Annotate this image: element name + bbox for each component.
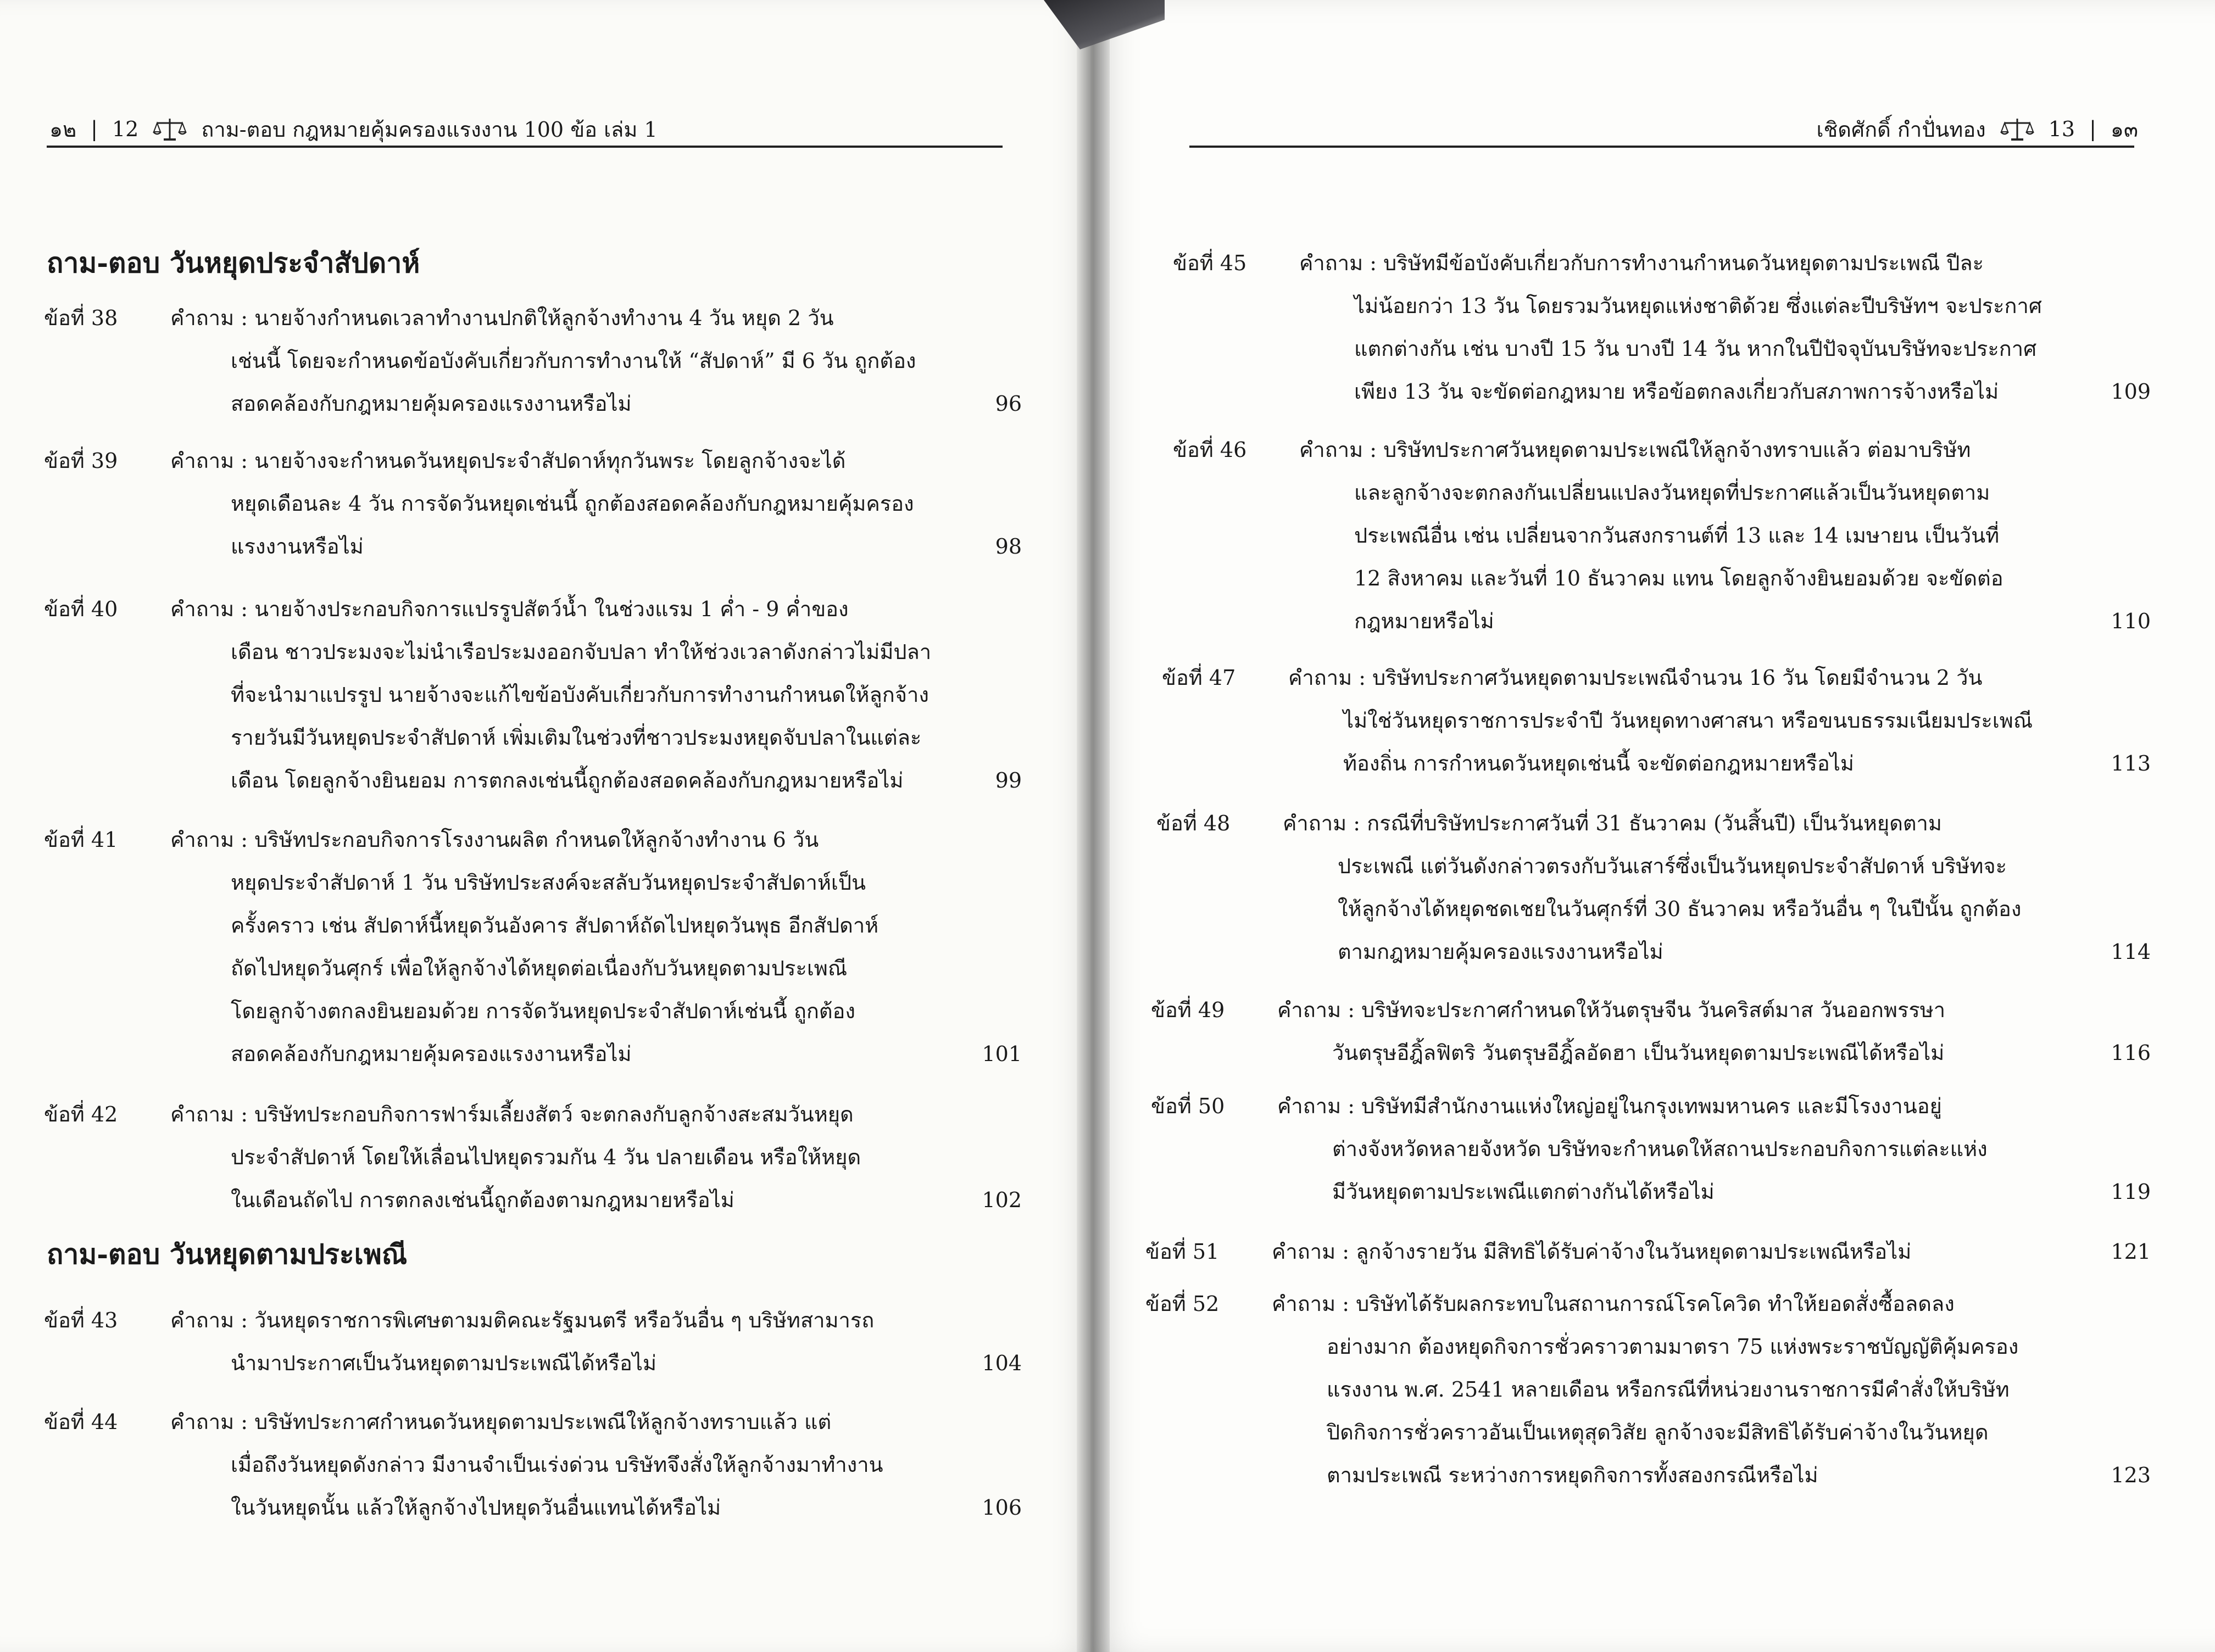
entry-line: ต่างจังหวัดหลายจังหวัด บริษัทจะกำหนดให้สถานประกอบกิจการแต่ละแห่ง (1332, 1137, 1988, 1161)
entry-number: ข้อที่ 44 (44, 1410, 118, 1434)
entry-number: ข้อที่ 51 (1145, 1240, 1220, 1264)
entry-line: ไม่ใช่วันหยุดราชการประจำปี วันหยุดทางศาสนา หรือขนบธรรมเนียมประเพณี (1343, 708, 2033, 733)
entry-line: ในวันหยุดนั้น แล้วให้ลูกจ้างไปหยุดวันอื่นแทนได้หรือไม่ (231, 1495, 721, 1520)
scales-of-justice-icon (153, 116, 187, 142)
entry-line: หยุดประจำสัปดาห์ 1 วัน บริษัทประสงค์จะสลับวันหยุดประจำสัปดาห์เป็น (231, 870, 866, 895)
page-ref: 101 (982, 1042, 1022, 1066)
entry-line: ท้องถิ่น การกำหนดวันหยุดเช่นนี้ จะขัดต่อกฎหมายหรือไม่ (1343, 751, 1854, 775)
page-ref: 110 (2111, 609, 2151, 633)
entry-line: ในเดือนถัดไป การตกลงเช่นนี้ถูกต้องตามกฎหมายหรือไม่ (231, 1188, 734, 1212)
section-heading: ถาม-ตอบ วันหยุดตามประเพณี (47, 1238, 408, 1270)
left-header: ๑๒ | 12 ถาม-ตอบ กฎหมายคุ้มครองแรงงาน 100 ข้อ เล่ม 1 (49, 113, 658, 146)
page-ref: 109 (2111, 379, 2151, 404)
entry-number: ข้อที่ 49 (1151, 998, 1225, 1022)
entry-line: คำถาม : ลูกจ้างรายวัน มีสิทธิได้รับค่าจ้างในวันหยุดตามประเพณีหรือไม่ (1272, 1240, 1912, 1264)
entry-number: ข้อที่ 46 (1173, 438, 1247, 462)
page-ref: 98 (995, 534, 1022, 559)
book-gutter (1077, 0, 1110, 1652)
entry-line: คำถาม : บริษัทมีสำนักงานแห่งใหญ่อยู่ในกรุงเทพมหานคร และมีโรงงานอยู่ (1277, 1094, 1942, 1118)
entry-line: ตามกฎหมายคุ้มครองแรงงานหรือไม่ (1338, 940, 1663, 964)
entry-line: คำถาม : นายจ้างกำหนดเวลาทำงานปกติให้ลูกจ้างทำงาน 4 วัน หยุด 2 วัน (170, 306, 834, 330)
entry-line: คำถาม : นายจ้างจะกำหนดวันหยุดประจำสัปดาห์ทุกวันพระ โดยลูกจ้างจะได้ (170, 449, 846, 473)
page-ref: 121 (2111, 1240, 2151, 1264)
entry-line: ประเพณีอื่น เช่น เปลี่ยนจากวันสงกรานต์ที่ 13 และ 14 เมษายน เป็นวันที่ (1354, 523, 2000, 548)
entry-line: ประจำสัปดาห์ โดยให้เลื่อนไปหยุดรวมกัน 4 วัน ปลายเดือน หรือให้หยุด (231, 1145, 861, 1169)
page-number-thai: ๑๒ (49, 117, 77, 142)
entry-line: ถัดไปหยุดวันศุกร์ เพื่อให้ลูกจ้างได้หยุดต่อเนื่องกับวันหยุดตามประเพณี (231, 956, 848, 980)
entry-line: เมื่อถึงวันหยุดดังกล่าว มีงานจำเป็นเร่งด่วน บริษัทจึงสั่งให้ลูกจ้างมาทำงาน (231, 1453, 883, 1477)
entry-line: ตามประเพณี ระหว่างการหยุดกิจการทั้งสองกรณีหรือไม่ (1327, 1463, 1818, 1487)
entry-number: ข้อที่ 41 (44, 828, 118, 852)
entry-number: ข้อที่ 43 (44, 1308, 118, 1332)
page-ref: 119 (2111, 1180, 2151, 1204)
entry-number: ข้อที่ 47 (1162, 666, 1236, 690)
entry-line: อย่างมาก ต้องหยุดกิจการชั่วคราวตามมาตรา 75 แห่งพระราชบัญญัติคุ้มครอง (1327, 1335, 2019, 1359)
page-ref: 104 (982, 1351, 1022, 1375)
entry-line: เดือน ชาวประมงจะไม่นำเรือประมงออกจับปลา ทำให้ช่วงเวลาดังกล่าวไม่มีปลา (231, 640, 932, 664)
entry-number: ข้อที่ 42 (44, 1102, 118, 1126)
entry-line: ประเพณี แต่วันดังกล่าวตรงกับวันเสาร์ซึ่งเป็นวันหยุดประจำสัปดาห์ บริษัทจะ (1338, 854, 2007, 878)
entry-line: เดือน โดยลูกจ้างยินยอม การตกลงเช่นนี้ถูกต้องสอดคล้องกับกฎหมายหรือไม่ (231, 768, 904, 792)
book-title: ถาม-ตอบ กฎหมายคุ้มครองแรงงาน 100 ข้อ เล่ม 1 (201, 117, 658, 142)
page-ref: 123 (2111, 1463, 2151, 1487)
page-number-thai: ๑๓ (2110, 117, 2138, 142)
page-ref: 96 (995, 392, 1022, 416)
entry-line: ที่จะนำมาแปรรูป นายจ้างจะแก้ไขข้อบังคับเกี่ยวกับการทำงานกำหนดให้ลูกจ้าง (231, 683, 929, 707)
entry-line: คำถาม : บริษัทประกาศวันหยุดตามประเพณีให้ลูกจ้างทราบแล้ว ต่อมาบริษัท (1299, 438, 1971, 462)
entry-number: ข้อที่ 39 (44, 449, 118, 473)
page-ref: 102 (982, 1188, 1022, 1212)
entry-line: คำถาม : นายจ้างประกอบกิจการแปรรูปสัตว์น้ำ ในช่วงแรม 1 ค่ำ - 9 ค่ำของ (170, 597, 849, 621)
page-number: 13 (2048, 117, 2075, 141)
scales-of-justice-icon (2000, 116, 2034, 142)
page-ref: 99 (995, 768, 1022, 792)
entry-line: คำถาม : บริษัทประกอบกิจการฟาร์มเลี้ยงสัตว์ จะตกลงกับลูกจ้างสะสมวันหยุด (170, 1102, 854, 1126)
page-ref: 106 (982, 1495, 1022, 1520)
entry-line: เพียง 13 วัน จะขัดต่อกฎหมาย หรือข้อตกลงเกี่ยวกับสภาพการจ้างหรือไม่ (1354, 379, 1999, 404)
right-header: เชิดศักดิ์ กำปั่นทอง 13 | ๑๓ (1817, 113, 2139, 146)
entry-line: วันตรุษอีฎิ้ลฟิตริ วันตรุษอีฎิ้ลอัดฮา เป็นวันหยุดตามประเพณีได้หรือไม่ (1332, 1041, 1945, 1065)
entry-line: คำถาม : บริษัทจะประกาศกำหนดให้วันตรุษจีน วันคริสต์มาส วันออกพรรษา (1277, 998, 1946, 1022)
entry-line: หยุดเดือนละ 4 วัน การจัดวันหยุดเช่นนี้ ถูกต้องสอดคล้องกับกฎหมายคุ้มครอง (231, 492, 914, 516)
entry-line: คำถาม : วันหยุดราชการพิเศษตามมติคณะรัฐมนตรี หรือวันอื่น ๆ บริษัทสามารถ (170, 1308, 875, 1332)
entry-line: โดยลูกจ้างตกลงยินยอมด้วย การจัดวันหยุดประจำสัปดาห์เช่นนี้ ถูกต้อง (231, 999, 855, 1023)
entry-line: รายวันมีวันหยุดประจำสัปดาห์ เพิ่มเติมในช่วงที่ชาวประมงหยุดจับปลาในแต่ละ (231, 725, 922, 750)
entry-line: ไม่น้อยกว่า 13 วัน โดยรวมวันหยุดแห่งชาติด้วย ซึ่งแต่ละปีบริษัทฯ จะประกาศ (1354, 294, 2042, 318)
entry-line: ให้ลูกจ้างได้หยุดชดเชยในวันศุกร์ที่ 30 ธันวาคม หรือวันอื่น ๆ ในปีนั้น ถูกต้อง (1338, 897, 2022, 921)
entry-line: 12 สิงหาคม และวันที่ 10 ธันวาคม แทน โดยลูกจ้างยินยอมด้วย จะขัดต่อ (1354, 566, 2003, 590)
right-page (1090, 0, 2215, 1652)
entry-line: ครั้งคราว เช่น สัปดาห์นี้หยุดวันอังคาร สัปดาห์ถัดไปหยุดวันพุธ อีกสัปดาห์ (231, 913, 879, 937)
page-ref: 116 (2111, 1041, 2151, 1065)
header-rule (47, 146, 1003, 148)
entry-line: คำถาม : บริษัทประกาศวันหยุดตามประเพณีจำนวน 16 วัน โดยมีจำนวน 2 วัน (1288, 666, 1983, 690)
entry-line: คำถาม : กรณีที่บริษัทประกาศวันที่ 31 ธันวาคม (วันสิ้นปี) เป็นวันหยุดตาม (1283, 811, 1942, 835)
entry-line: แรงงานหรือไม่ (231, 534, 364, 559)
entry-number: ข้อที่ 40 (44, 597, 118, 621)
entry-line: นำมาประกาศเป็นวันหยุดตามประเพณีได้หรือไม่ (231, 1351, 657, 1375)
entry-line: คำถาม : บริษัทมีข้อบังคับเกี่ยวกับการทำงานกำหนดวันหยุดตามประเพณี ปีละ (1299, 251, 1984, 275)
entry-number: ข้อที่ 50 (1151, 1094, 1225, 1118)
entry-line: เช่นนี้ โดยจะกำหนดข้อบังคับเกี่ยวกับการทำงานให้ “สัปดาห์” มี 6 วัน ถูกต้อง (231, 349, 916, 373)
page-number: 12 (112, 117, 139, 141)
entry-line: คำถาม : บริษัทได้รับผลกระทบในสถานการณ์โรคโควิด ทำให้ยอดสั่งซื้อลดลง (1272, 1292, 1955, 1316)
page-ref: 113 (2111, 751, 2151, 775)
entry-line: สอดคล้องกับกฎหมายคุ้มครองแรงงานหรือไม่ (231, 392, 632, 416)
page-ref: 114 (2111, 940, 2151, 964)
entry-line: สอดคล้องกับกฎหมายคุ้มครองแรงงานหรือไม่ (231, 1042, 632, 1066)
entry-number: ข้อที่ 52 (1145, 1292, 1220, 1316)
entry-line: แรงงาน พ.ศ. 2541 หลายเดือน หรือกรณีที่หน่วยงานราชการมีคำสั่งให้บริษัท (1327, 1377, 2010, 1402)
entry-line: คำถาม : บริษัทประกาศกำหนดวันหยุดตามประเพณีให้ลูกจ้างทราบแล้ว แต่ (170, 1410, 832, 1434)
author-name: เชิดศักดิ์ กำปั่นทอง (1816, 117, 1986, 142)
left-page (0, 0, 1090, 1652)
entry-line: กฎหมายหรือไม่ (1354, 609, 1494, 633)
section-heading: ถาม-ตอบ วันหยุดประจำสัปดาห์ (47, 247, 420, 279)
entry-line: มีวันหยุดตามประเพณีแตกต่างกันได้หรือไม่ (1332, 1180, 1715, 1204)
entry-number: ข้อที่ 45 (1173, 251, 1247, 275)
header-rule (1189, 146, 2134, 148)
entry-number: ข้อที่ 38 (44, 306, 118, 330)
entry-line: แตกต่างกัน เช่น บางปี 15 วัน บางปี 14 วัน หากในปีปัจจุบันบริษัทจะประกาศ (1354, 337, 2037, 361)
entry-line: และลูกจ้างจะตกลงกันเปลี่ยนแปลงวันหยุดที่ประกาศแล้วเป็นวันหยุดตาม (1354, 481, 1990, 505)
entry-line: คำถาม : บริษัทประกอบกิจการโรงงานผลิต กำหนดให้ลูกจ้างทำงาน 6 วัน (170, 828, 819, 852)
entry-number: ข้อที่ 48 (1156, 811, 1231, 835)
entry-line: ปิดกิจการชั่วคราวอันเป็นเหตุสุดวิสัย ลูกจ้างจะมีสิทธิได้รับค่าจ้างในวันหยุด (1327, 1420, 1989, 1444)
